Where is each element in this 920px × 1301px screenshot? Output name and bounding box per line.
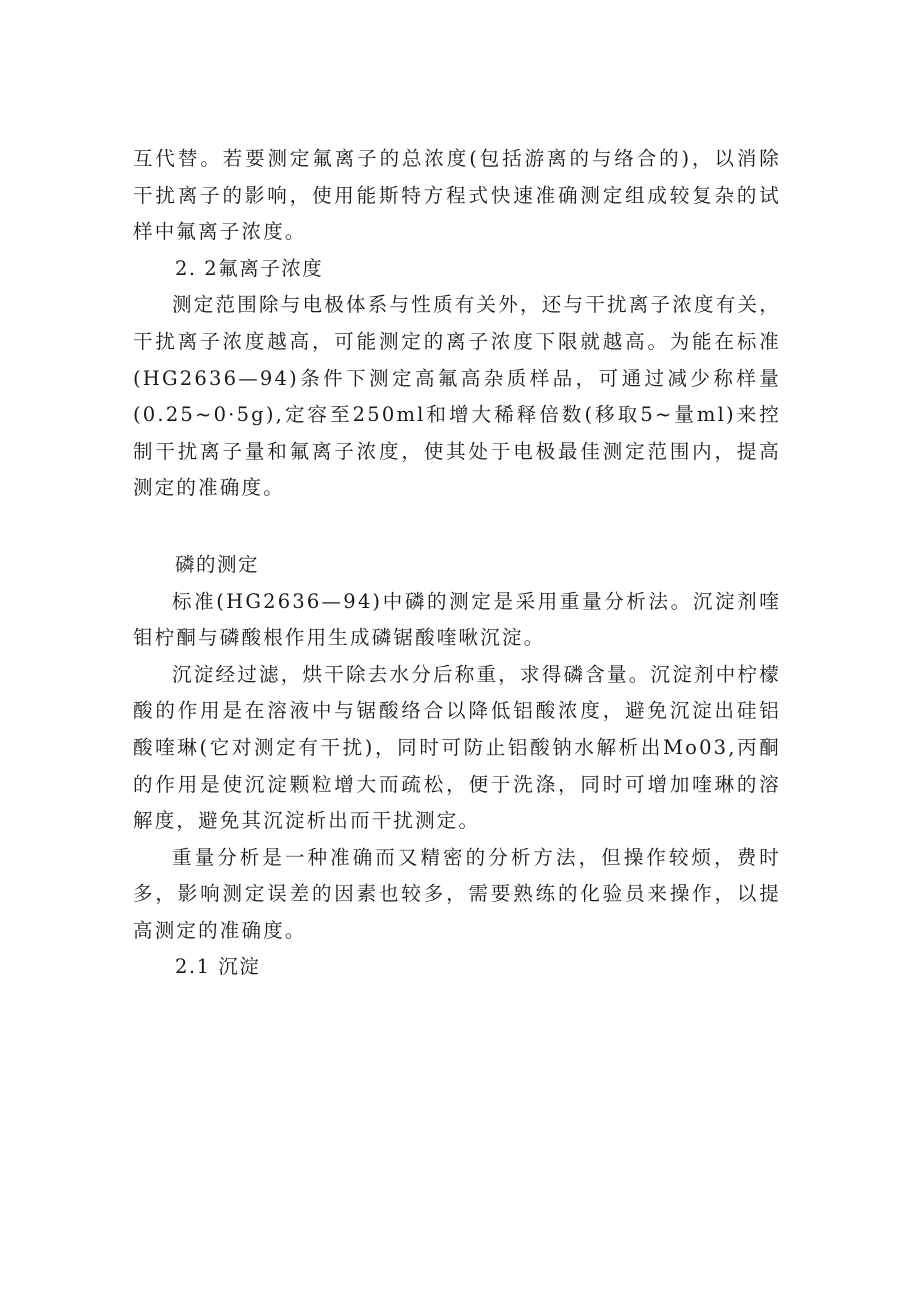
paragraph-gap	[133, 507, 781, 547]
document-body	[133, 141, 781, 986]
paragraph-precipitate-filtering: 沉淀经过滤，烘干除去水分后称重，求得磷含量。沉淀剂中柠檬酸的作用是在溶液中与锯酸络合以降低铝酸浓度，避免沉淀出硅铝酸喹琳(它对测定有干扰)，同时可防止铝酸钠水解析出Mo03,丙酮的作用是使沉淀颗粒增大而疏松，便于洗涤，同时可增加喹琳的溶解度，避免其沉淀析出而干扰测定。	[133, 662, 781, 833]
section-heading-precipitation: 2.1 沉淀	[175, 955, 261, 979]
paragraph-measurement-range: 测定范围除与电极体系与性质有关外，还与干扰离子浓度有关，干扰离子浓度越高，可能测定的离子浓度下限就越高。为能在标准(HG2636—94)条件下测定高氟高杂质样品，可通过减少称样量(0.25~0·5g),定容至250ml和增大稀释倍数(移取5~量ml)来控制干扰离子量和氟离子浓度，使其处于电极最佳测定范围内，提高测定的准确度。	[133, 293, 781, 500]
section-heading-fluoride-concentration: 2. 2氟离子浓度	[175, 256, 324, 280]
paragraph-gravimetric-analysis: 重量分析是一种准确而又精密的分析方法，但操作较烦，费时多，影响测定误差的因素也较多，需要熟练的化验员来操作，以提高测定的准确度。	[133, 845, 781, 942]
paragraph-gravimetric-method: 标准(HG2636—94)中磷的测定是采用重量分析法。沉淀剂喹钼柠酮与磷酸根作用生成磷锯酸喹啾沉淀。	[133, 589, 781, 650]
paragraph-continuation: 互代替。若要测定氟离子的总浓度(包括游离的与络合的)，以消除干扰离子的影响，使用能斯特方程式快速准确测定组成较复杂的试样中氟离子浓度。	[133, 147, 781, 244]
section-heading-phosphorus: 磷的测定	[175, 552, 260, 576]
